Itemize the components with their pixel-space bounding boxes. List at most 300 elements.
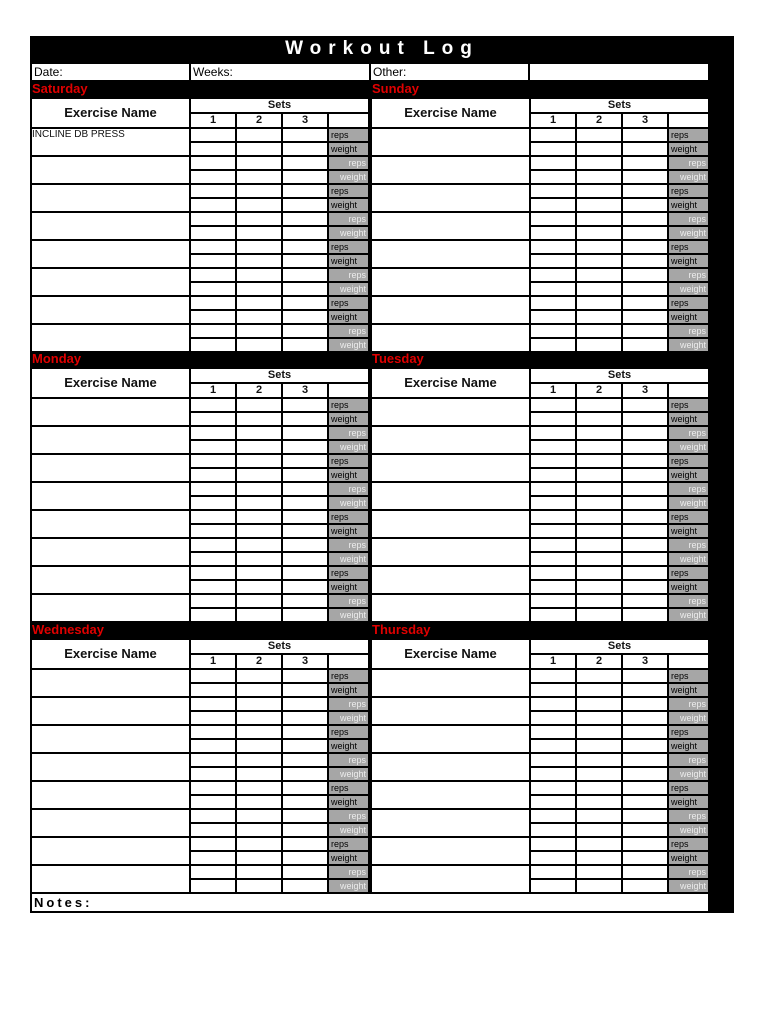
reps-input-cell[interactable] [283, 157, 327, 169]
weight-input-cell[interactable] [191, 740, 235, 752]
weight-input-cell[interactable] [283, 283, 327, 295]
weight-input-cell[interactable] [531, 255, 575, 267]
weight-input-cell[interactable] [191, 712, 235, 724]
reps-input-cell[interactable] [191, 838, 235, 850]
reps-input-cell[interactable] [531, 595, 575, 607]
exercise-name-cell[interactable] [372, 297, 529, 323]
weight-input-cell[interactable] [623, 227, 667, 239]
reps-input-cell[interactable] [283, 670, 327, 682]
weight-input-cell[interactable] [237, 311, 281, 323]
reps-input-cell[interactable] [283, 595, 327, 607]
reps-input-cell[interactable] [191, 455, 235, 467]
weight-input-cell[interactable] [623, 824, 667, 836]
reps-input-cell[interactable] [283, 399, 327, 411]
weight-input-cell[interactable] [237, 497, 281, 509]
reps-input-cell[interactable] [623, 539, 667, 551]
reps-input-cell[interactable] [237, 595, 281, 607]
reps-input-cell[interactable] [623, 511, 667, 523]
exercise-name-cell[interactable] [32, 213, 189, 239]
reps-input-cell[interactable] [531, 185, 575, 197]
weight-input-cell[interactable] [623, 283, 667, 295]
reps-input-cell[interactable] [191, 539, 235, 551]
weight-input-cell[interactable] [577, 199, 621, 211]
reps-input-cell[interactable] [577, 455, 621, 467]
weight-input-cell[interactable] [623, 199, 667, 211]
weight-input-cell[interactable] [191, 497, 235, 509]
weight-input-cell[interactable] [577, 824, 621, 836]
weight-input-cell[interactable] [531, 171, 575, 183]
reps-input-cell[interactable] [531, 511, 575, 523]
exercise-name-cell[interactable] [32, 698, 189, 724]
reps-input-cell[interactable] [191, 241, 235, 253]
weight-input-cell[interactable] [283, 339, 327, 351]
weight-input-cell[interactable] [237, 581, 281, 593]
weight-input-cell[interactable] [283, 581, 327, 593]
reps-input-cell[interactable] [623, 297, 667, 309]
weight-input-cell[interactable] [283, 199, 327, 211]
reps-input-cell[interactable] [623, 726, 667, 738]
weight-input-cell[interactable] [237, 171, 281, 183]
reps-input-cell[interactable] [531, 325, 575, 337]
weight-input-cell[interactable] [283, 525, 327, 537]
weight-input-cell[interactable] [623, 852, 667, 864]
exercise-name-cell[interactable] [32, 754, 189, 780]
reps-input-cell[interactable] [577, 297, 621, 309]
weight-input-cell[interactable] [577, 880, 621, 892]
reps-input-cell[interactable] [283, 185, 327, 197]
weight-input-cell[interactable] [577, 283, 621, 295]
weight-input-cell[interactable] [237, 143, 281, 155]
weight-input-cell[interactable] [191, 824, 235, 836]
weight-input-cell[interactable] [191, 413, 235, 425]
reps-input-cell[interactable] [531, 241, 575, 253]
weight-input-cell[interactable] [191, 609, 235, 621]
reps-input-cell[interactable] [577, 595, 621, 607]
reps-input-cell[interactable] [577, 241, 621, 253]
weight-input-cell[interactable] [283, 227, 327, 239]
exercise-name-cell[interactable] [32, 838, 189, 864]
weight-input-cell[interactable] [531, 880, 575, 892]
weight-input-cell[interactable] [577, 311, 621, 323]
reps-input-cell[interactable] [237, 539, 281, 551]
weight-input-cell[interactable] [577, 171, 621, 183]
reps-input-cell[interactable] [531, 157, 575, 169]
weight-input-cell[interactable] [191, 852, 235, 864]
weight-input-cell[interactable] [191, 525, 235, 537]
weight-input-cell[interactable] [577, 339, 621, 351]
weight-input-cell[interactable] [191, 171, 235, 183]
weight-input-cell[interactable] [531, 413, 575, 425]
weight-input-cell[interactable] [237, 469, 281, 481]
reps-input-cell[interactable] [531, 670, 575, 682]
exercise-name-cell[interactable] [372, 269, 529, 295]
reps-input-cell[interactable] [283, 810, 327, 822]
exercise-name-cell[interactable] [372, 670, 529, 696]
weight-input-cell[interactable] [577, 740, 621, 752]
reps-input-cell[interactable] [237, 427, 281, 439]
weight-input-cell[interactable] [531, 311, 575, 323]
reps-input-cell[interactable] [283, 866, 327, 878]
exercise-name-cell[interactable] [372, 782, 529, 808]
reps-input-cell[interactable] [623, 670, 667, 682]
weight-input-cell[interactable] [237, 255, 281, 267]
reps-input-cell[interactable] [531, 866, 575, 878]
reps-input-cell[interactable] [191, 427, 235, 439]
reps-input-cell[interactable] [577, 157, 621, 169]
weight-input-cell[interactable] [237, 740, 281, 752]
exercise-name-cell[interactable] [32, 595, 189, 621]
reps-input-cell[interactable] [623, 241, 667, 253]
reps-input-cell[interactable] [237, 810, 281, 822]
reps-input-cell[interactable] [283, 129, 327, 141]
weight-input-cell[interactable] [191, 283, 235, 295]
reps-input-cell[interactable] [623, 269, 667, 281]
weight-input-cell[interactable] [531, 581, 575, 593]
reps-input-cell[interactable] [237, 269, 281, 281]
reps-input-cell[interactable] [191, 810, 235, 822]
exercise-name-cell[interactable] [372, 399, 529, 425]
exercise-name-cell[interactable] [32, 455, 189, 481]
reps-input-cell[interactable] [531, 399, 575, 411]
reps-input-cell[interactable] [237, 325, 281, 337]
exercise-name-cell[interactable] [372, 595, 529, 621]
weight-input-cell[interactable] [283, 255, 327, 267]
weight-input-cell[interactable] [531, 497, 575, 509]
weight-input-cell[interactable] [191, 880, 235, 892]
reps-input-cell[interactable] [577, 325, 621, 337]
reps-input-cell[interactable] [237, 157, 281, 169]
weight-input-cell[interactable] [283, 712, 327, 724]
reps-input-cell[interactable] [623, 567, 667, 579]
reps-input-cell[interactable] [577, 427, 621, 439]
exercise-name-cell[interactable] [372, 754, 529, 780]
exercise-name-cell[interactable] [32, 866, 189, 892]
other-value-field[interactable] [530, 64, 708, 80]
exercise-name-cell[interactable] [372, 185, 529, 211]
exercise-name-cell[interactable] [32, 241, 189, 267]
weight-input-cell[interactable] [577, 441, 621, 453]
reps-input-cell[interactable] [623, 455, 667, 467]
weight-input-cell[interactable] [623, 796, 667, 808]
other-field[interactable] [371, 64, 528, 80]
reps-input-cell[interactable] [577, 511, 621, 523]
weight-input-cell[interactable] [577, 469, 621, 481]
weight-input-cell[interactable] [577, 255, 621, 267]
exercise-name-cell[interactable] [372, 567, 529, 593]
weight-input-cell[interactable] [237, 525, 281, 537]
weight-input-cell[interactable] [623, 413, 667, 425]
reps-input-cell[interactable] [237, 241, 281, 253]
reps-input-cell[interactable] [283, 698, 327, 710]
reps-input-cell[interactable] [191, 399, 235, 411]
reps-input-cell[interactable] [531, 698, 575, 710]
weight-input-cell[interactable] [191, 339, 235, 351]
reps-input-cell[interactable] [283, 838, 327, 850]
weight-input-cell[interactable] [237, 339, 281, 351]
reps-input-cell[interactable] [283, 726, 327, 738]
weight-input-cell[interactable] [237, 824, 281, 836]
reps-input-cell[interactable] [531, 539, 575, 551]
weight-input-cell[interactable] [191, 199, 235, 211]
weight-input-cell[interactable] [623, 339, 667, 351]
reps-input-cell[interactable] [237, 399, 281, 411]
reps-input-cell[interactable] [531, 483, 575, 495]
reps-input-cell[interactable] [531, 567, 575, 579]
weight-input-cell[interactable] [531, 768, 575, 780]
weight-input-cell[interactable] [577, 609, 621, 621]
weight-input-cell[interactable] [283, 553, 327, 565]
exercise-name-cell[interactable] [32, 511, 189, 537]
reps-input-cell[interactable] [191, 754, 235, 766]
reps-input-cell[interactable] [237, 567, 281, 579]
exercise-name-cell[interactable] [372, 325, 529, 351]
reps-input-cell[interactable] [577, 810, 621, 822]
weight-input-cell[interactable] [577, 852, 621, 864]
reps-input-cell[interactable] [191, 698, 235, 710]
reps-input-cell[interactable] [283, 213, 327, 225]
weight-input-cell[interactable] [237, 199, 281, 211]
weight-input-cell[interactable] [191, 469, 235, 481]
reps-input-cell[interactable] [237, 213, 281, 225]
reps-input-cell[interactable] [531, 838, 575, 850]
reps-input-cell[interactable] [623, 754, 667, 766]
reps-input-cell[interactable] [237, 838, 281, 850]
reps-input-cell[interactable] [283, 455, 327, 467]
reps-input-cell[interactable] [191, 511, 235, 523]
reps-input-cell[interactable] [623, 185, 667, 197]
weight-input-cell[interactable] [623, 581, 667, 593]
reps-input-cell[interactable] [237, 866, 281, 878]
reps-input-cell[interactable] [623, 157, 667, 169]
weight-input-cell[interactable] [237, 227, 281, 239]
exercise-name-cell[interactable] [372, 698, 529, 724]
weight-input-cell[interactable] [531, 740, 575, 752]
weight-input-cell[interactable] [531, 609, 575, 621]
exercise-name-cell[interactable] [32, 325, 189, 351]
exercise-name-cell[interactable]: INCLINE DB PRESS [32, 129, 189, 155]
weight-input-cell[interactable] [283, 441, 327, 453]
weight-input-cell[interactable] [191, 227, 235, 239]
exercise-name-cell[interactable] [372, 213, 529, 239]
weight-input-cell[interactable] [283, 768, 327, 780]
reps-input-cell[interactable] [191, 129, 235, 141]
weight-input-cell[interactable] [531, 441, 575, 453]
reps-input-cell[interactable] [237, 185, 281, 197]
exercise-name-cell[interactable] [372, 483, 529, 509]
weight-input-cell[interactable] [623, 609, 667, 621]
reps-input-cell[interactable] [577, 670, 621, 682]
reps-input-cell[interactable] [623, 866, 667, 878]
reps-input-cell[interactable] [623, 595, 667, 607]
reps-input-cell[interactable] [191, 297, 235, 309]
reps-input-cell[interactable] [623, 782, 667, 794]
weight-input-cell[interactable] [237, 852, 281, 864]
weight-input-cell[interactable] [623, 525, 667, 537]
reps-input-cell[interactable] [531, 754, 575, 766]
weight-input-cell[interactable] [283, 143, 327, 155]
weight-input-cell[interactable] [283, 880, 327, 892]
reps-input-cell[interactable] [237, 129, 281, 141]
reps-input-cell[interactable] [283, 241, 327, 253]
weight-input-cell[interactable] [531, 824, 575, 836]
weight-input-cell[interactable] [283, 740, 327, 752]
exercise-name-cell[interactable] [32, 567, 189, 593]
reps-input-cell[interactable] [237, 754, 281, 766]
exercise-name-cell[interactable] [372, 511, 529, 537]
reps-input-cell[interactable] [623, 129, 667, 141]
reps-input-cell[interactable] [531, 213, 575, 225]
reps-input-cell[interactable] [237, 455, 281, 467]
reps-input-cell[interactable] [191, 483, 235, 495]
exercise-name-cell[interactable] [32, 297, 189, 323]
reps-input-cell[interactable] [283, 269, 327, 281]
weight-input-cell[interactable] [237, 609, 281, 621]
weight-input-cell[interactable] [191, 255, 235, 267]
weight-input-cell[interactable] [283, 684, 327, 696]
reps-input-cell[interactable] [191, 567, 235, 579]
exercise-name-cell[interactable] [32, 782, 189, 808]
reps-input-cell[interactable] [623, 483, 667, 495]
reps-input-cell[interactable] [191, 185, 235, 197]
reps-input-cell[interactable] [283, 539, 327, 551]
weight-input-cell[interactable] [577, 796, 621, 808]
reps-input-cell[interactable] [283, 325, 327, 337]
weight-input-cell[interactable] [623, 712, 667, 724]
weight-input-cell[interactable] [237, 441, 281, 453]
reps-input-cell[interactable] [623, 427, 667, 439]
weight-input-cell[interactable] [531, 712, 575, 724]
weight-input-cell[interactable] [237, 796, 281, 808]
exercise-name-cell[interactable] [372, 455, 529, 481]
weight-input-cell[interactable] [577, 143, 621, 155]
weight-input-cell[interactable] [623, 497, 667, 509]
weight-input-cell[interactable] [623, 469, 667, 481]
reps-input-cell[interactable] [283, 483, 327, 495]
weight-input-cell[interactable] [191, 768, 235, 780]
reps-input-cell[interactable] [237, 297, 281, 309]
exercise-name-cell[interactable] [32, 269, 189, 295]
weight-input-cell[interactable] [577, 525, 621, 537]
weight-input-cell[interactable] [191, 441, 235, 453]
reps-input-cell[interactable] [623, 810, 667, 822]
reps-input-cell[interactable] [283, 297, 327, 309]
weeks-field[interactable] [191, 64, 369, 80]
reps-input-cell[interactable] [577, 399, 621, 411]
exercise-name-cell[interactable] [32, 157, 189, 183]
reps-input-cell[interactable] [531, 129, 575, 141]
weight-input-cell[interactable] [283, 171, 327, 183]
weight-input-cell[interactable] [283, 497, 327, 509]
reps-input-cell[interactable] [191, 866, 235, 878]
exercise-name-cell[interactable] [32, 670, 189, 696]
weight-input-cell[interactable] [623, 143, 667, 155]
weight-input-cell[interactable] [237, 553, 281, 565]
exercise-name-cell[interactable] [32, 399, 189, 425]
reps-input-cell[interactable] [623, 399, 667, 411]
weight-input-cell[interactable] [531, 283, 575, 295]
exercise-name-cell[interactable] [32, 185, 189, 211]
exercise-name-cell[interactable] [372, 427, 529, 453]
weight-input-cell[interactable] [577, 684, 621, 696]
exercise-name-cell[interactable] [32, 539, 189, 565]
weight-input-cell[interactable] [623, 311, 667, 323]
weight-input-cell[interactable] [191, 311, 235, 323]
reps-input-cell[interactable] [531, 726, 575, 738]
weight-input-cell[interactable] [531, 796, 575, 808]
weight-input-cell[interactable] [283, 469, 327, 481]
reps-input-cell[interactable] [283, 754, 327, 766]
reps-input-cell[interactable] [577, 539, 621, 551]
reps-input-cell[interactable] [191, 269, 235, 281]
weight-input-cell[interactable] [531, 339, 575, 351]
reps-input-cell[interactable] [623, 325, 667, 337]
weight-input-cell[interactable] [623, 441, 667, 453]
weight-input-cell[interactable] [531, 199, 575, 211]
reps-input-cell[interactable] [623, 698, 667, 710]
exercise-name-cell[interactable] [32, 810, 189, 836]
reps-input-cell[interactable] [283, 427, 327, 439]
reps-input-cell[interactable] [191, 325, 235, 337]
reps-input-cell[interactable] [237, 698, 281, 710]
weight-input-cell[interactable] [623, 553, 667, 565]
weight-input-cell[interactable] [577, 553, 621, 565]
reps-input-cell[interactable] [237, 726, 281, 738]
exercise-name-cell[interactable] [372, 129, 529, 155]
exercise-name-cell[interactable] [32, 483, 189, 509]
weight-input-cell[interactable] [623, 171, 667, 183]
weight-input-cell[interactable] [191, 143, 235, 155]
reps-input-cell[interactable] [191, 157, 235, 169]
reps-input-cell[interactable] [577, 866, 621, 878]
reps-input-cell[interactable] [577, 782, 621, 794]
reps-input-cell[interactable] [623, 838, 667, 850]
reps-input-cell[interactable] [577, 567, 621, 579]
reps-input-cell[interactable] [191, 213, 235, 225]
reps-input-cell[interactable] [577, 483, 621, 495]
weight-input-cell[interactable] [237, 684, 281, 696]
weight-input-cell[interactable] [531, 469, 575, 481]
exercise-name-cell[interactable] [32, 427, 189, 453]
weight-input-cell[interactable] [531, 553, 575, 565]
weight-input-cell[interactable] [531, 143, 575, 155]
reps-input-cell[interactable] [623, 213, 667, 225]
weight-input-cell[interactable] [577, 581, 621, 593]
weight-input-cell[interactable] [623, 255, 667, 267]
weight-input-cell[interactable] [283, 609, 327, 621]
reps-input-cell[interactable] [237, 782, 281, 794]
weight-input-cell[interactable] [531, 525, 575, 537]
weight-input-cell[interactable] [191, 684, 235, 696]
reps-input-cell[interactable] [531, 297, 575, 309]
weight-input-cell[interactable] [237, 413, 281, 425]
reps-input-cell[interactable] [577, 838, 621, 850]
reps-input-cell[interactable] [237, 511, 281, 523]
exercise-name-cell[interactable] [372, 810, 529, 836]
reps-input-cell[interactable] [191, 782, 235, 794]
weight-input-cell[interactable] [623, 768, 667, 780]
exercise-name-cell[interactable] [372, 241, 529, 267]
reps-input-cell[interactable] [283, 511, 327, 523]
reps-input-cell[interactable] [191, 670, 235, 682]
reps-input-cell[interactable] [577, 129, 621, 141]
exercise-name-cell[interactable] [372, 838, 529, 864]
reps-input-cell[interactable] [283, 782, 327, 794]
weight-input-cell[interactable] [623, 740, 667, 752]
weight-input-cell[interactable] [577, 768, 621, 780]
reps-input-cell[interactable] [577, 269, 621, 281]
weight-input-cell[interactable] [283, 824, 327, 836]
weight-input-cell[interactable] [577, 227, 621, 239]
